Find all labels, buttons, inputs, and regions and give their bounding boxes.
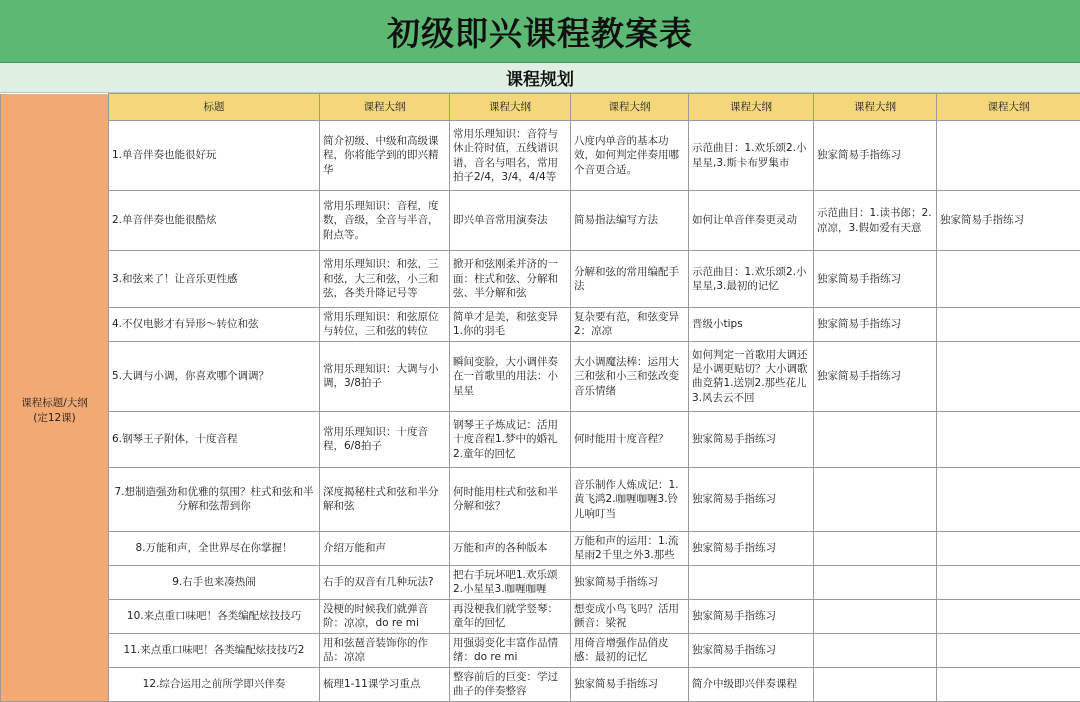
outline-cell: 万能和声的各种版本 — [450, 531, 571, 565]
outline-cell: 晋级小tips — [689, 308, 814, 342]
outline-cell — [814, 565, 937, 599]
outline-cell — [814, 411, 937, 467]
header-row — [1, 94, 1080, 121]
outline-cell: 想变成小鸟飞吗？活用颤音：梁祝 — [571, 599, 689, 633]
outline-cell: 示范曲目：1.欢乐颂2.小星星,3.最初的记忆 — [689, 251, 814, 308]
outline-cell: 独家简易手指练习 — [571, 667, 689, 701]
table-row — [1, 341, 1080, 411]
lesson-title-cell: 4.不仅电影才有异形～转位和弦 — [109, 308, 320, 342]
outline-cell: 独家简易手指练习 — [689, 411, 814, 467]
outline-cell: 简介初级、中级和高级课程，你将能学到的即兴精华 — [320, 121, 450, 191]
outline-cell: 独家简易手指练习 — [689, 531, 814, 565]
outline-cell: 用倚音增强作品俏皮感：最初的记忆 — [571, 633, 689, 667]
outline-cell — [937, 411, 1080, 467]
header-outline: 课程大纲 — [571, 94, 689, 121]
outline-cell: 常用乐理知识：和弦原位与转位，三和弦的转位 — [320, 308, 450, 342]
lesson-title-cell: 7.想制造强劲和优雅的氛围？柱式和弦和半分解和弦帮到你 — [109, 467, 320, 531]
outline-cell: 钢琴王子炼成记：活用十度音程1.梦中的婚礼2.童年的回忆 — [450, 411, 571, 467]
table-row — [1, 633, 1080, 667]
table-row — [1, 531, 1080, 565]
outline-cell: 简易指法编写方法 — [571, 191, 689, 251]
outline-cell: 常用乐理知识：音符与休止符时值，五线谱识谱，音名与唱名，常用拍子2/4，3/4，4/4等 — [450, 121, 571, 191]
outline-cell — [814, 667, 937, 701]
lesson-title-cell: 8.万能和声，全世界尽在你掌握！ — [109, 531, 320, 565]
document-title: 初级即兴课程教案表 — [0, 0, 1080, 63]
outline-cell: 独家简易手指练习 — [689, 467, 814, 531]
outline-cell: 常用乐理知识：大调与小调，3/8拍子 — [320, 341, 450, 411]
table-row — [1, 667, 1080, 701]
lesson-plan-table — [0, 93, 1080, 702]
outline-cell: 示范曲目：1.读书郎；2.凉凉，3.假如爱有天意 — [814, 191, 937, 251]
outline-cell — [814, 599, 937, 633]
table-row — [1, 599, 1080, 633]
table-row — [1, 565, 1080, 599]
outline-cell: 常用乐理知识：音程，度数，音级，全音与半音，附点等。 — [320, 191, 450, 251]
outline-cell: 分解和弦的常用编配手法 — [571, 251, 689, 308]
outline-cell: 整容前后的巨变：学过曲子的伴奏整容 — [450, 667, 571, 701]
outline-cell: 再没梗我们就学竖琴：童年的回忆 — [450, 599, 571, 633]
outline-cell: 没梗的时候我们就弹音阶：凉凉，do re mi — [320, 599, 450, 633]
outline-cell: 何时能用柱式和弦和半分解和弦？ — [450, 467, 571, 531]
outline-cell: 掀开和弦刚柔并济的一面：柱式和弦、分解和弦、半分解和弦 — [450, 251, 571, 308]
lesson-title-cell: 11.来点重口味吧！各类编配炫技技巧2 — [109, 633, 320, 667]
table-row — [1, 467, 1080, 531]
header-outline: 课程大纲 — [937, 94, 1080, 121]
outline-cell — [814, 467, 937, 531]
outline-cell: 何时能用十度音程？ — [571, 411, 689, 467]
header-outline: 课程大纲 — [689, 94, 814, 121]
outline-cell: 复杂要有范，和弦变异2：凉凉 — [571, 308, 689, 342]
outline-cell: 大小调魔法棒：运用大三和弦和小三和弦改变音乐情绪 — [571, 341, 689, 411]
outline-cell: 独家简易手指练习 — [814, 308, 937, 342]
header-outline: 课程大纲 — [320, 94, 450, 121]
outline-cell — [937, 599, 1080, 633]
side-label: 课程标题/大纲 (定12课) — [1, 121, 109, 702]
outline-cell: 独家简易手指练习 — [571, 565, 689, 599]
lesson-title-cell: 10.来点重口味吧！各类编配炫技技巧 — [109, 599, 320, 633]
outline-cell — [937, 308, 1080, 342]
outline-cell: 右手的双音有几种玩法? — [320, 565, 450, 599]
header-outline: 课程大纲 — [450, 94, 571, 121]
outline-cell — [937, 467, 1080, 531]
lesson-title-cell: 5.大调与小调，你喜欢哪个调调？ — [109, 341, 320, 411]
outline-cell — [937, 341, 1080, 411]
lesson-title-cell: 3.和弦来了！让音乐更性感 — [109, 251, 320, 308]
outline-cell — [814, 531, 937, 565]
outline-cell: 把右手玩坏吧1.欢乐颂2.小星星3.咖喱咖喱 — [450, 565, 571, 599]
outline-cell: 如何让单音伴奏更灵动 — [689, 191, 814, 251]
side-header-blank — [1, 94, 109, 121]
outline-cell — [937, 667, 1080, 701]
outline-cell: 独家简易手指练习 — [937, 191, 1080, 251]
outline-cell: 独家简易手指练习 — [814, 341, 937, 411]
outline-cell — [937, 531, 1080, 565]
outline-cell: 独家简易手指练习 — [689, 599, 814, 633]
outline-cell — [937, 633, 1080, 667]
lesson-title-cell: 1.单音伴奏也能很好玩 — [109, 121, 320, 191]
table-row — [1, 191, 1080, 251]
lesson-title-cell: 9.右手也来凑热闹 — [109, 565, 320, 599]
table-row — [1, 411, 1080, 467]
outline-cell: 常用乐理知识：和弦，三和弦，大三和弦，小三和弦，各类升降记号等 — [320, 251, 450, 308]
outline-cell: 如何判定一首歌用大调还是小调更贴切？大小调歌曲竞猜1.送别2.那些花儿3.风去云不回 — [689, 341, 814, 411]
lesson-title-cell: 12.综合运用之前所学即兴伴奏 — [109, 667, 320, 701]
outline-cell — [937, 121, 1080, 191]
header-title: 标题 — [109, 94, 320, 121]
header-outline: 课程大纲 — [814, 94, 937, 121]
lesson-title-cell: 6.钢琴王子附体，十度音程 — [109, 411, 320, 467]
outline-cell — [937, 251, 1080, 308]
outline-cell: 用强弱变化丰富作品情绪：do re mi — [450, 633, 571, 667]
table-row — [1, 308, 1080, 342]
outline-cell: 简单才是美，和弦变异1.你的羽毛 — [450, 308, 571, 342]
outline-cell: 音乐制作人炼成记：1.黄飞鸿2.咖喱咖喱3.铃儿响叮当 — [571, 467, 689, 531]
section-subtitle: 课程规划 — [0, 63, 1080, 93]
outline-cell — [689, 565, 814, 599]
outline-cell: 梳理1-11课学习重点 — [320, 667, 450, 701]
outline-cell: 独家简易手指练习 — [689, 633, 814, 667]
outline-cell: 用和弦琶音装饰你的作品：凉凉 — [320, 633, 450, 667]
outline-cell: 八度内单音的基本功效，如何判定伴奏用哪个音更合适。 — [571, 121, 689, 191]
outline-cell: 即兴单音常用演奏法 — [450, 191, 571, 251]
outline-cell: 万能和声的运用：1.流星雨2千里之外3.那些 — [571, 531, 689, 565]
table-row — [1, 251, 1080, 308]
outline-cell: 独家简易手指练习 — [814, 121, 937, 191]
lesson-title-cell: 2.单音伴奏也能很酷炫 — [109, 191, 320, 251]
outline-cell: 简介中级即兴伴奏课程 — [689, 667, 814, 701]
outline-cell: 介绍万能和声 — [320, 531, 450, 565]
outline-cell: 示范曲目：1.欢乐颂2.小星星,3.斯卡布罗集市 — [689, 121, 814, 191]
outline-cell — [937, 565, 1080, 599]
outline-cell — [814, 633, 937, 667]
outline-cell: 独家简易手指练习 — [814, 251, 937, 308]
outline-cell: 深度揭秘柱式和弦和半分解和弦 — [320, 467, 450, 531]
outline-cell: 常用乐理知识：十度音程，6/8拍子 — [320, 411, 450, 467]
outline-cell: 瞬间变脸，大小调伴奏在一首歌里的用法：小星星 — [450, 341, 571, 411]
table-row — [1, 121, 1080, 191]
